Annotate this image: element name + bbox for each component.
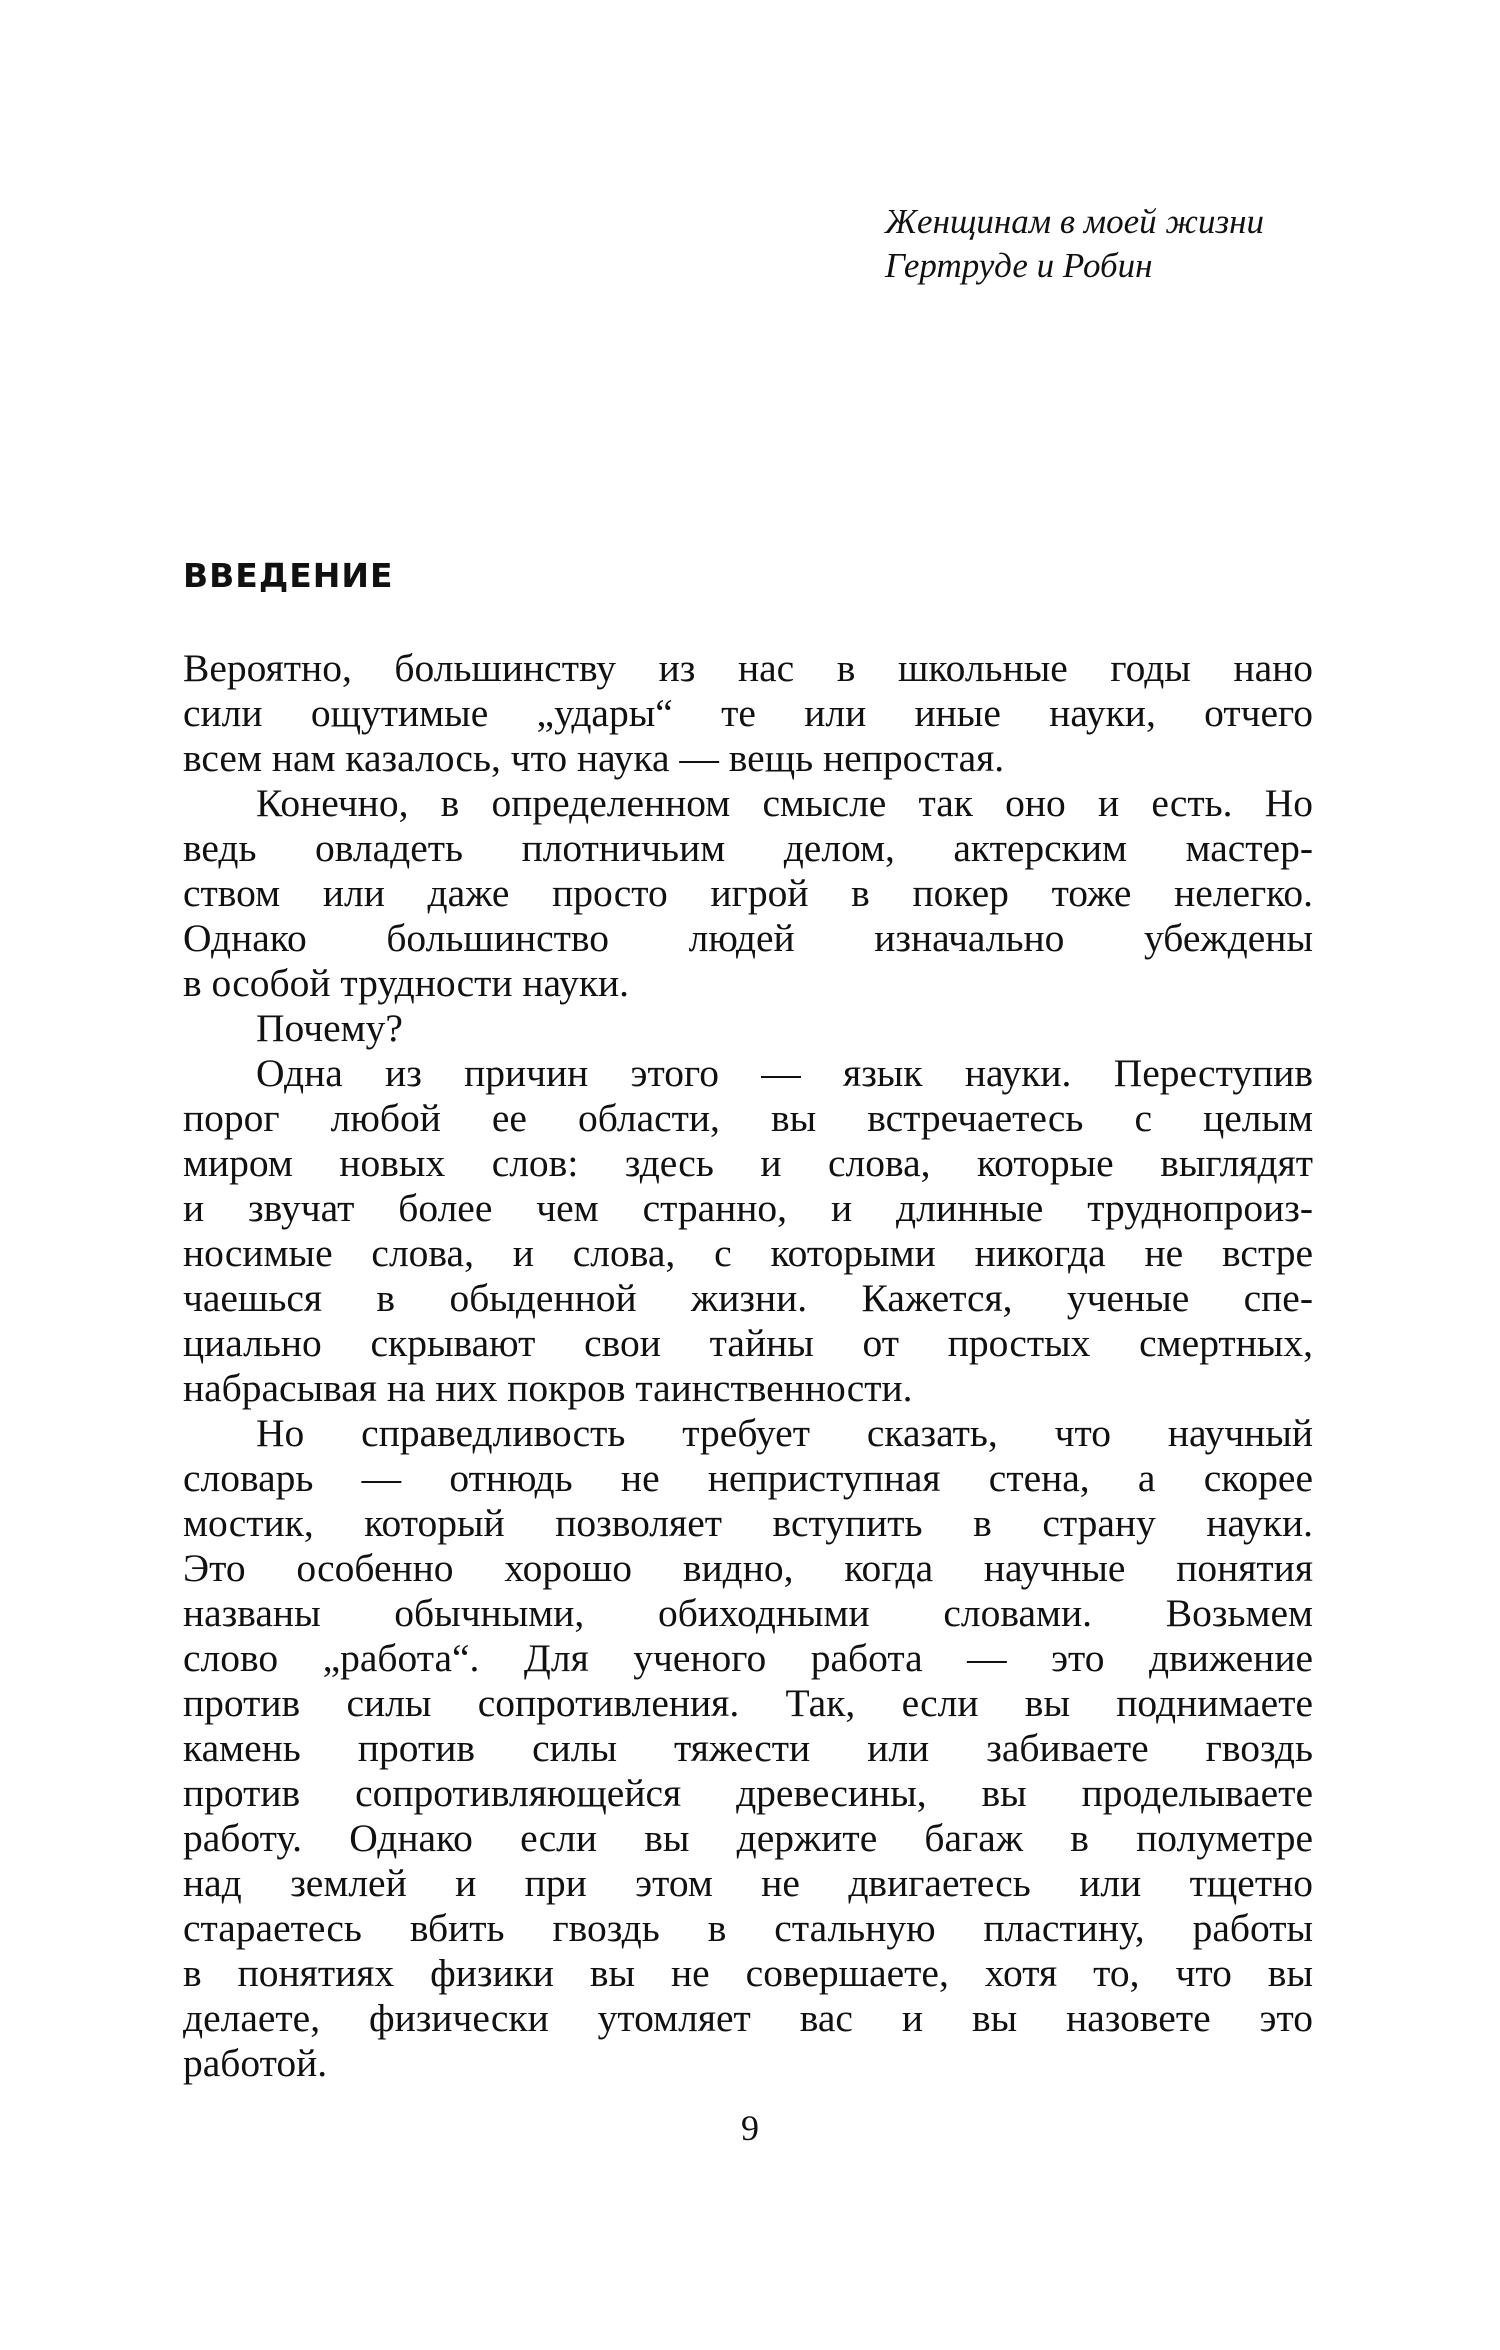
text-line: Но справедливость требует сказать, что научный xyxy=(256,1411,1313,1455)
text-line: против сопротивляющейся древесины, вы проделываете xyxy=(183,1771,1313,1815)
text-line: миром новых слов: здесь и слова, которые выглядят xyxy=(183,1141,1313,1185)
dedication-line: Гертруде и Робин xyxy=(885,246,1153,285)
text-line: работой. xyxy=(183,2041,328,2085)
text-line: делаете, физически утомляет вас и вы назовете это xyxy=(183,1996,1313,2040)
text-line: ством или даже просто игрой в покер тоже нелегко. xyxy=(183,871,1313,915)
text-line: в понятиях физики вы не совершаете, хотя то, что вы xyxy=(183,1951,1313,1995)
text-line: названы обычными, обиходными словами. Возьмем xyxy=(183,1591,1313,1635)
text-line: набрасывая на них покров таинственности. xyxy=(183,1366,913,1410)
text-line: над землей и при этом не двигаетесь или тщетно xyxy=(183,1861,1313,1905)
text-line: сили ощутимые „удары“ те или иные науки, отчего xyxy=(183,691,1313,735)
text-line: Одна из причин этого — язык науки. Переступив xyxy=(256,1051,1313,1095)
text-line: против силы сопротивления. Так, если вы поднимаете xyxy=(183,1681,1313,1725)
text-line: мостик, который позволяет вступить в страну науки. xyxy=(183,1501,1313,1545)
text-line: Однако большинство людей изначально убеждены xyxy=(183,916,1313,960)
text-line: Это особенно хорошо видно, когда научные понятия xyxy=(183,1546,1313,1590)
text-line: всем нам казалось, что наука — вещь непростая. xyxy=(183,736,1005,780)
text-line: в особой трудности науки. xyxy=(183,961,630,1005)
text-line: стараетесь вбить гвоздь в стальную пластину, работы xyxy=(183,1906,1313,1950)
dedication xyxy=(885,200,1405,288)
text-line: слово „работа“. Для ученого работа — это движение xyxy=(183,1636,1313,1680)
text-line: камень против силы тяжести или забиваете гвоздь xyxy=(183,1726,1313,1770)
body-text xyxy=(183,646,1313,2086)
text-line: Вероятно, большинству из нас в школьные годы нано xyxy=(183,646,1313,690)
text-line: словарь — отнюдь не неприступная стена, а скорее xyxy=(183,1456,1313,1500)
text-line: порог любой ее области, вы встречаетесь с целым xyxy=(183,1096,1313,1140)
text-line: работу. Однако если вы держите багаж в полуметре xyxy=(183,1816,1313,1860)
text-line: и звучат более чем странно, и длинные труднопроиз- xyxy=(183,1186,1313,1230)
page-number: 9 xyxy=(741,2108,759,2148)
text-line: циально скрывают свои тайны от простых смертных, xyxy=(183,1321,1313,1365)
text-line: чаешься в обыденной жизни. Кажется, ученые спе- xyxy=(183,1276,1313,1320)
chapter-heading: ВВЕДЕНИЕ xyxy=(183,556,394,595)
dedication-line: Женщинам в моей жизни xyxy=(885,202,1264,241)
text-line: Конечно, в определенном смысле так оно и есть. Но xyxy=(256,781,1313,825)
text-line: носимые слова, и слова, с которыми никогда не встре xyxy=(183,1231,1313,1275)
text-line: Почему? xyxy=(256,1006,403,1050)
text-line: ведь овладеть плотничьим делом, актерским мастер- xyxy=(183,826,1313,870)
